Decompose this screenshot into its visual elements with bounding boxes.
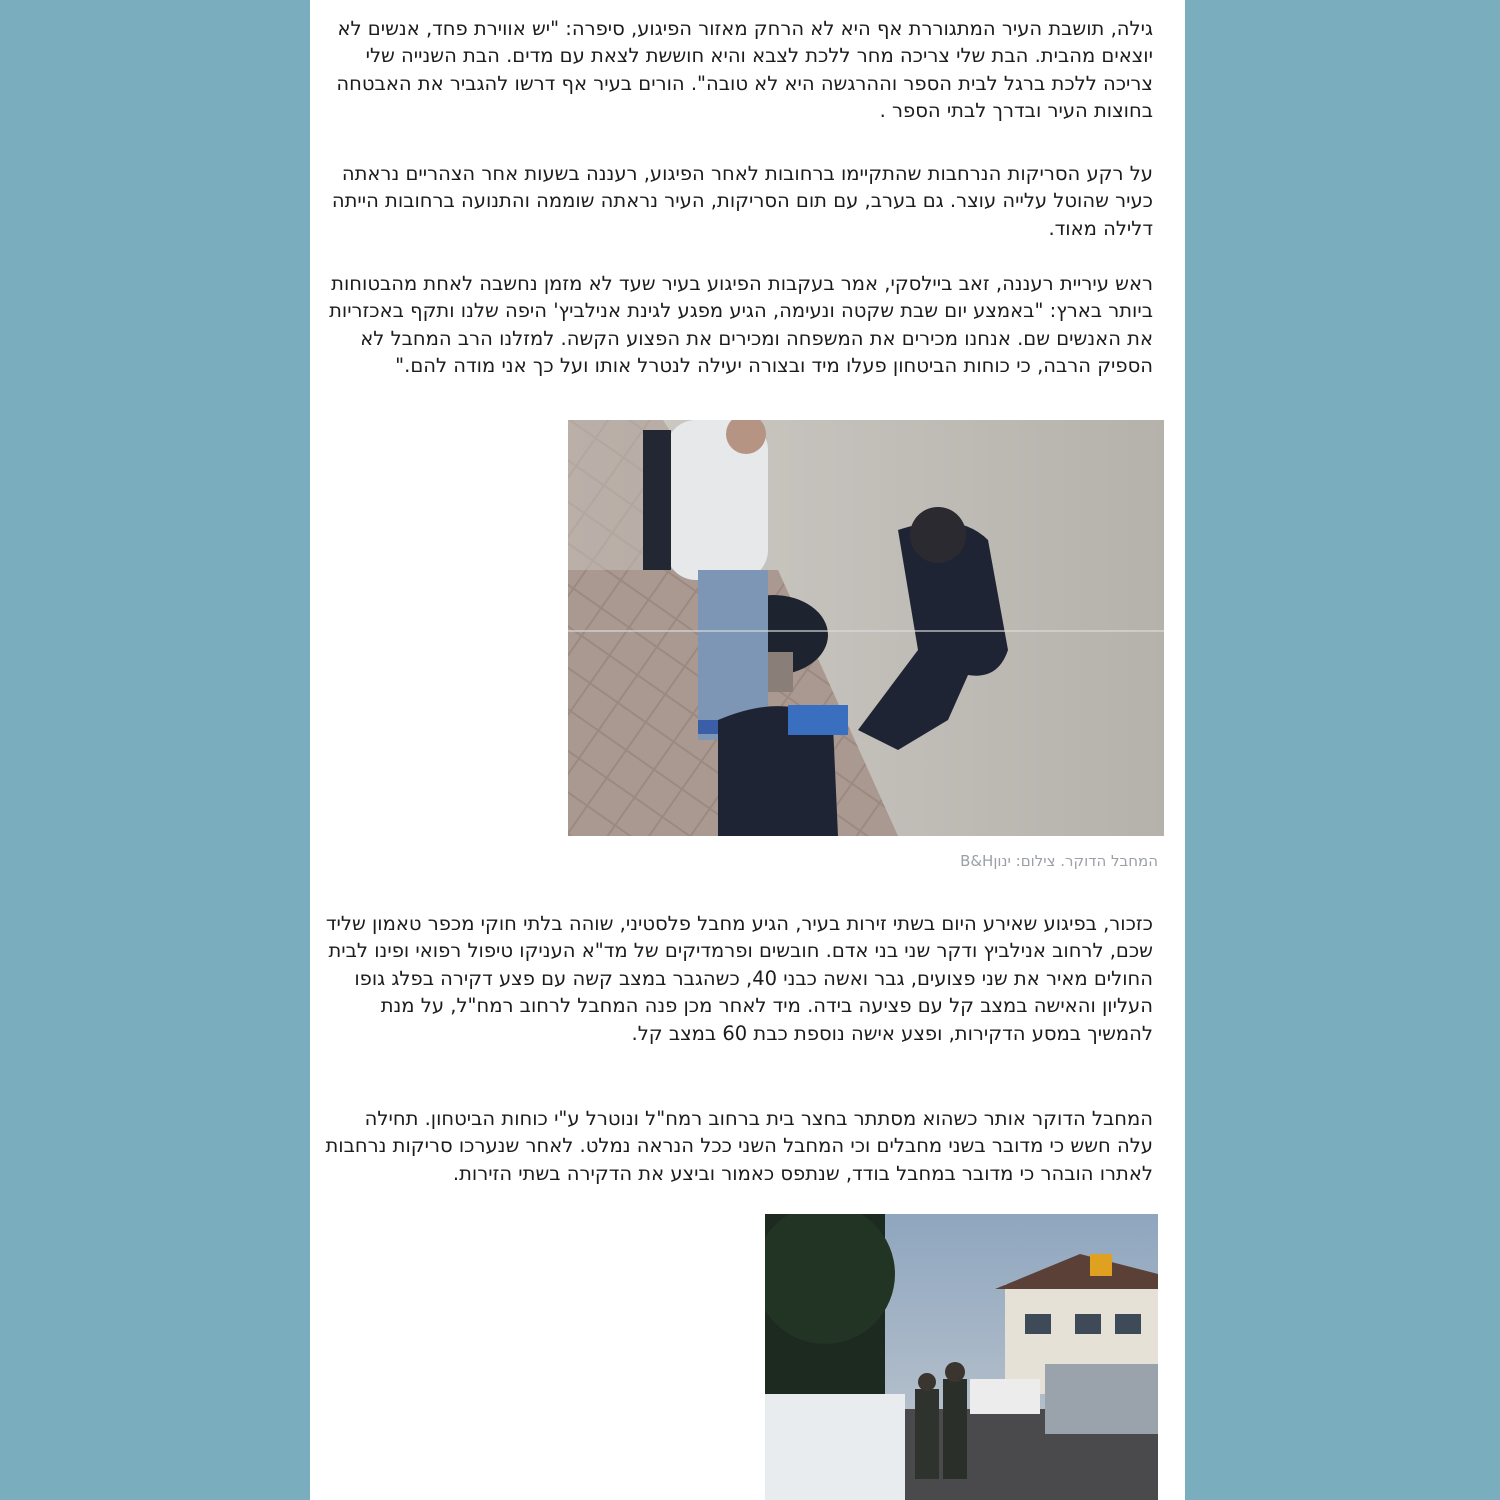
- arrest-photo: [568, 420, 1164, 836]
- photo-caption: המחבל הדוקר. צילום: ינוןB&H: [960, 852, 1158, 870]
- article-paragraph-5: המחבל הדוקר אותר כשהוא מסתתר בחצר בית ברחוב רמח"ל ונוטרל ע"י כוחות הביטחון. תחילה עלה חשש כי מדובר בשני מחבלים וכי המחבל השני ככל הנראה נמלט. לאחר שנערכו סריקות נרחבות לאתרו הובהר כי מדובר במחבל בודד, שנתפס כאמור וביצע את הדקירה בשתי הזירות.: [325, 1107, 1153, 1185]
- article-paragraph-3: ראש עיריית רעננה, זאב ביילסקי, אמר בעקבות הפיגוע בעיר שעד לא מזמן נחשבה לאחת מהבטוחות ביותר בארץ: "באמצע יום שבת שקטה ונעימה, הגיע מפגע לגינת אנילביץ' היפה שלנו ותקף באכזריות את האנשים שם. אנחנו מכירים את המשפחה ומכירים את הפצוע הקשה. למזלנו הרב המחבל לא הספיק הרבה, כי כוחות הביטחון פעלו מיד ובצורה יעילה לנטרל אותו ועל כך אני מודה להם.": [329, 272, 1153, 378]
- street-photo: [765, 1214, 1158, 1500]
- article-page: [310, 0, 1185, 1500]
- article-paragraph-4: כזכור, בפיגוע שאירע היום בשתי זירות בעיר, הגיע מחבל פלסטיני, שוהה בלתי חוקי מכפר טאמון שליד שכם, לרחוב אנילביץ ודקר שני בני אדם. חובשים ופרמדיקים של מד"א העניקו טיפול רפואי ופינו לבית החולים מאיר את שני פצועים, גבר ואשה כבני 40, כשהגבר במצב קשה עם פצע דקירה בפלג גופו העליון והאישה במצב קל עם פציעה בידה. מיד לאחר מכן פנה המחבל לרחוב רמח"ל, על מנת להמשיך במסע הדקירות, ופצע אישה נוספת כבת 60 במצב קל.: [325, 912, 1153, 1045]
- article-paragraph-1: גילה, תושבת העיר המתגוררת אף היא לא הרחק מאזור הפיגוע, סיפרה: "יש אווירת פחד, אנשים לא יוצאים מהבית. הבת שלי צריכה מחר ללכת לצבא והיא חוששת לצאת עם מדים. הבת השנייה שלי צריכה ללכת ברגל לבית הספר וההרגשה היא לא טובה". הורים בעיר אף דרשו להגביר את האבטחה בחוצות העיר ובדרך לבתי הספר .: [336, 17, 1153, 123]
- article-paragraph-2: על רקע הסריקות הנרחבות שהתקיימו ברחובות לאחר הפיגוע, רעננה בשעות אחר הצהריים נראתה כעיר שהוטל עלייה עוצר. גם בערב, עם תום הסריקות, העיר נראתה שוממה והתנועה ברחובות הייתה דלילה מאוד.: [331, 162, 1153, 240]
